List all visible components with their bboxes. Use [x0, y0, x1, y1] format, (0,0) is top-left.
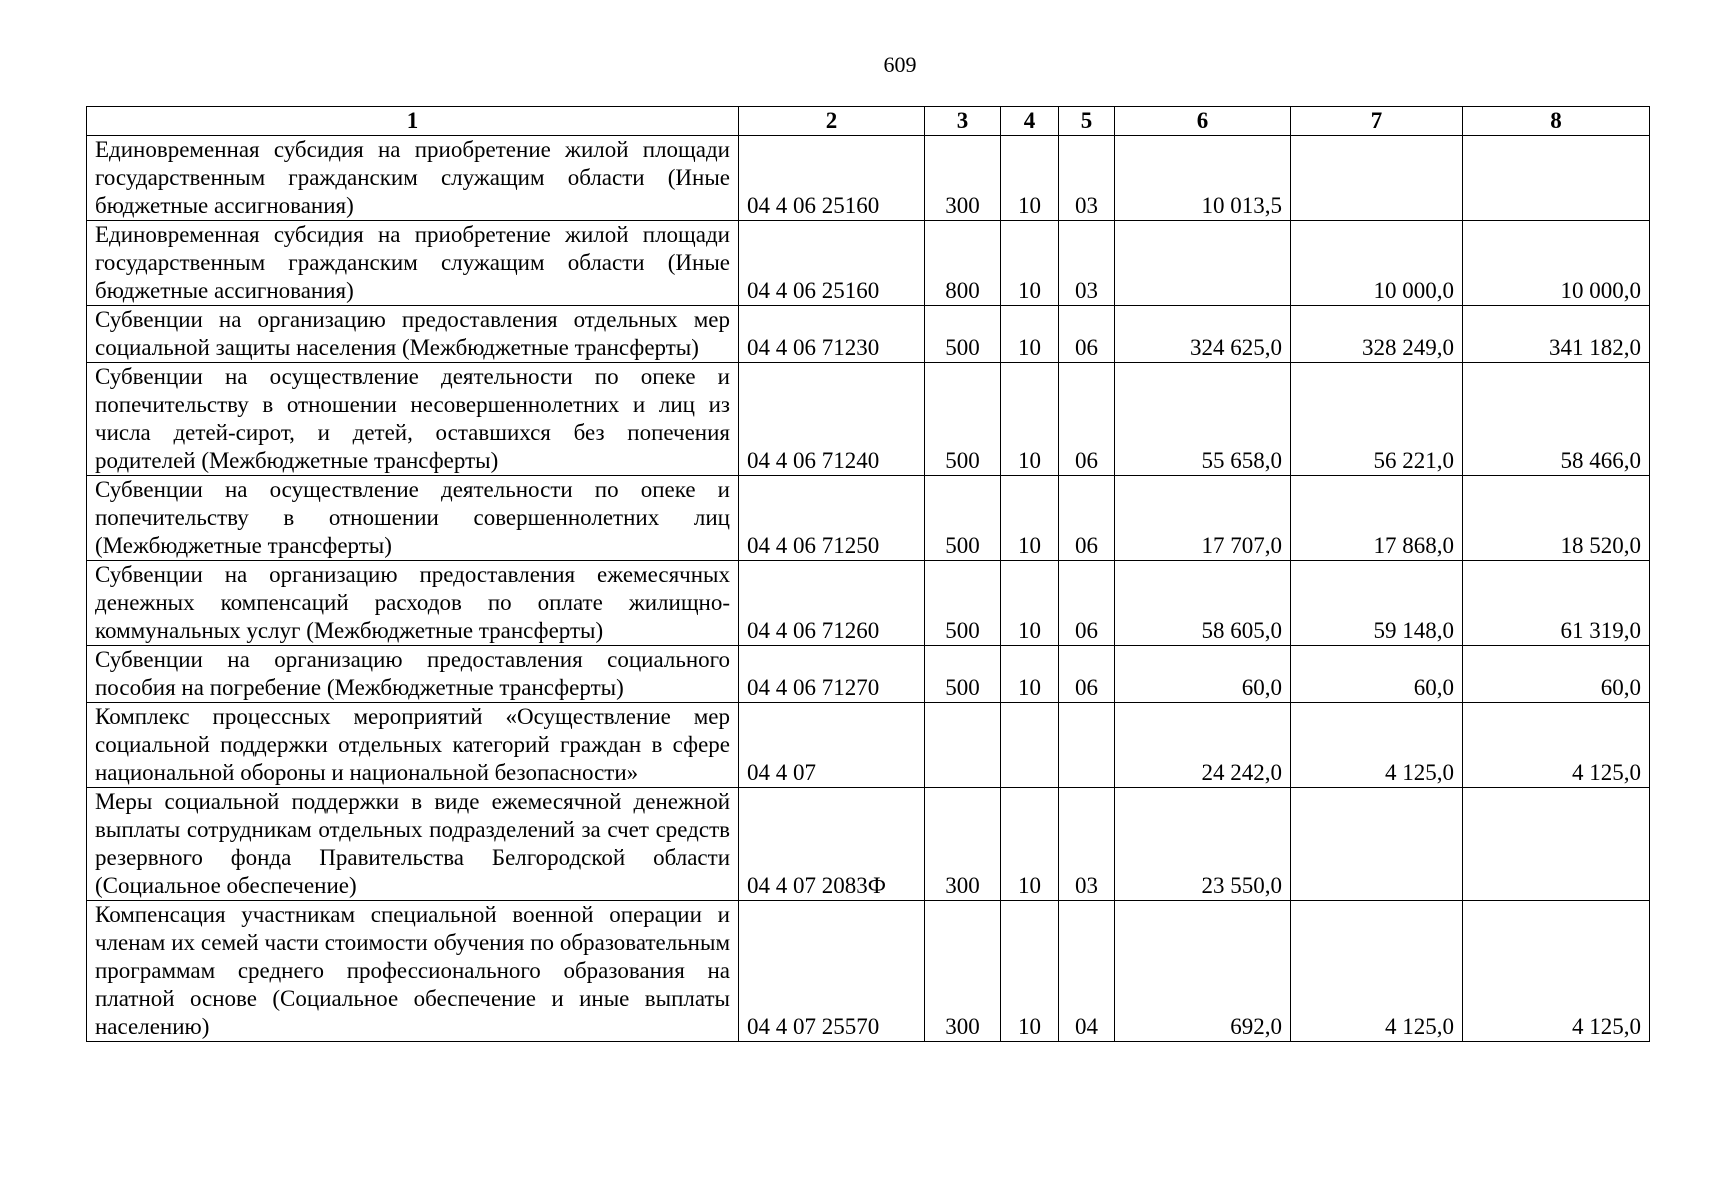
row-name: Субвенции на организацию предоставления ежемесячных денежных компенсаций расходов по оплате жилищно-коммунальных услуг (Межбюджетные трансферты): [87, 561, 739, 646]
column-header: 7: [1291, 107, 1463, 136]
row-c3: 500: [925, 561, 1001, 646]
budget-table: [86, 106, 1650, 1042]
row-c7: 60,0: [1291, 646, 1463, 703]
column-header: 8: [1463, 107, 1650, 136]
row-c3: 800: [925, 221, 1001, 306]
row-c4: [1001, 703, 1059, 788]
row-c4: 10: [1001, 363, 1059, 476]
row-c8: 341 182,0: [1463, 306, 1650, 363]
column-header: 5: [1059, 107, 1115, 136]
row-c7: 17 868,0: [1291, 476, 1463, 561]
row-c7: 328 249,0: [1291, 306, 1463, 363]
row-c3: 300: [925, 901, 1001, 1042]
page-number: 609: [883, 52, 917, 77]
row-c5: 03: [1059, 788, 1115, 901]
row-c8: 4 125,0: [1463, 901, 1650, 1042]
table-row: [87, 788, 1650, 901]
row-c5: 06: [1059, 561, 1115, 646]
row-c3: 300: [925, 136, 1001, 221]
row-c4: 10: [1001, 561, 1059, 646]
row-c7: 59 148,0: [1291, 561, 1463, 646]
table-row: [87, 561, 1650, 646]
row-c6: 692,0: [1115, 901, 1291, 1042]
table-row: [87, 221, 1650, 306]
row-name: Единовременная субсидия на приобретение жилой площади государственным гражданским служащим области (Иные бюджетные ассигнования): [87, 221, 739, 306]
row-c3: 500: [925, 476, 1001, 561]
row-c5: 03: [1059, 221, 1115, 306]
table-row: [87, 646, 1650, 703]
row-c6: [1115, 221, 1291, 306]
row-c7: [1291, 136, 1463, 221]
row-c3: 500: [925, 363, 1001, 476]
row-c3: 500: [925, 306, 1001, 363]
row-code: 04 4 06 71240: [739, 363, 925, 476]
table-row: [87, 476, 1650, 561]
row-name: Субвенции на организацию предоставления социального пособия на погребение (Межбюджетные трансферты): [87, 646, 739, 703]
row-code: 04 4 06 71270: [739, 646, 925, 703]
row-c3: 500: [925, 646, 1001, 703]
row-c4: 10: [1001, 136, 1059, 221]
row-c5: 06: [1059, 646, 1115, 703]
row-c4: 10: [1001, 221, 1059, 306]
column-header: 4: [1001, 107, 1059, 136]
column-header: 2: [739, 107, 925, 136]
row-c8: 4 125,0: [1463, 703, 1650, 788]
row-c7: 4 125,0: [1291, 901, 1463, 1042]
row-c5: 03: [1059, 136, 1115, 221]
row-c4: 10: [1001, 901, 1059, 1042]
row-c5: [1059, 703, 1115, 788]
row-c7: [1291, 788, 1463, 901]
row-c7: 4 125,0: [1291, 703, 1463, 788]
row-name: Единовременная субсидия на приобретение жилой площади государственным гражданским служащим области (Иные бюджетные ассигнования): [87, 136, 739, 221]
row-c5: 04: [1059, 901, 1115, 1042]
row-c3: [925, 703, 1001, 788]
row-c6: 24 242,0: [1115, 703, 1291, 788]
table-row: [87, 363, 1650, 476]
row-name: Комплекс процессных мероприятий «Осуществление мер социальной поддержки отдельных категорий граждан в сфере национальной обороны и национальной безопасности»: [87, 703, 739, 788]
row-c7: 56 221,0: [1291, 363, 1463, 476]
row-name: Меры социальной поддержки в виде ежемесячной денежной выплаты сотрудникам отдельных подразделений за счет средств резервного фонда Правительства Белгородской области (Социальное обеспечение): [87, 788, 739, 901]
row-c3: 300: [925, 788, 1001, 901]
row-name: Субвенции на осуществление деятельности по опеке и попечительству в отношении несовершеннолетних и лиц из числа детей-сирот, и детей, оставшихся без попечения родителей (Межбюджетные трансферты): [87, 363, 739, 476]
row-c6: 17 707,0: [1115, 476, 1291, 561]
row-c6: 58 605,0: [1115, 561, 1291, 646]
row-code: 04 4 07 25570: [739, 901, 925, 1042]
column-header: 3: [925, 107, 1001, 136]
row-c8: 18 520,0: [1463, 476, 1650, 561]
row-code: 04 4 06 25160: [739, 221, 925, 306]
row-c8: [1463, 788, 1650, 901]
header-row: [87, 107, 1650, 136]
row-name: Субвенции на осуществление деятельности по опеке и попечительству в отношении совершеннолетних лиц (Межбюджетные трансферты): [87, 476, 739, 561]
row-code: 04 4 07 2083Ф: [739, 788, 925, 901]
row-c4: 10: [1001, 306, 1059, 363]
row-c4: 10: [1001, 646, 1059, 703]
table-row: [87, 136, 1650, 221]
row-c5: 06: [1059, 363, 1115, 476]
row-c8: [1463, 136, 1650, 221]
row-code: 04 4 06 25160: [739, 136, 925, 221]
column-header: 1: [87, 107, 739, 136]
row-name: Субвенции на организацию предоставления отдельных мер социальной защиты населения (Межбюджетные трансферты): [87, 306, 739, 363]
row-c8: 10 000,0: [1463, 221, 1650, 306]
row-c6: 55 658,0: [1115, 363, 1291, 476]
row-c7: 10 000,0: [1291, 221, 1463, 306]
table-row: [87, 703, 1650, 788]
row-code: 04 4 06 71230: [739, 306, 925, 363]
table-row: [87, 306, 1650, 363]
row-c6: 60,0: [1115, 646, 1291, 703]
row-code: 04 4 07: [739, 703, 925, 788]
row-c8: 60,0: [1463, 646, 1650, 703]
row-c8: 61 319,0: [1463, 561, 1650, 646]
row-name: Компенсация участникам специальной военной операции и членам их семей части стоимости обучения по образовательным программам среднего профессионального образования на платной основе (Социальное обеспечение и иные выплаты населению): [87, 901, 739, 1042]
row-code: 04 4 06 71260: [739, 561, 925, 646]
row-c5: 06: [1059, 306, 1115, 363]
row-c8: 58 466,0: [1463, 363, 1650, 476]
row-c6: 23 550,0: [1115, 788, 1291, 901]
row-c4: 10: [1001, 476, 1059, 561]
table-row: [87, 901, 1650, 1042]
row-c5: 06: [1059, 476, 1115, 561]
row-c4: 10: [1001, 788, 1059, 901]
row-c6: 10 013,5: [1115, 136, 1291, 221]
row-code: 04 4 06 71250: [739, 476, 925, 561]
row-c6: 324 625,0: [1115, 306, 1291, 363]
column-header: 6: [1115, 107, 1291, 136]
